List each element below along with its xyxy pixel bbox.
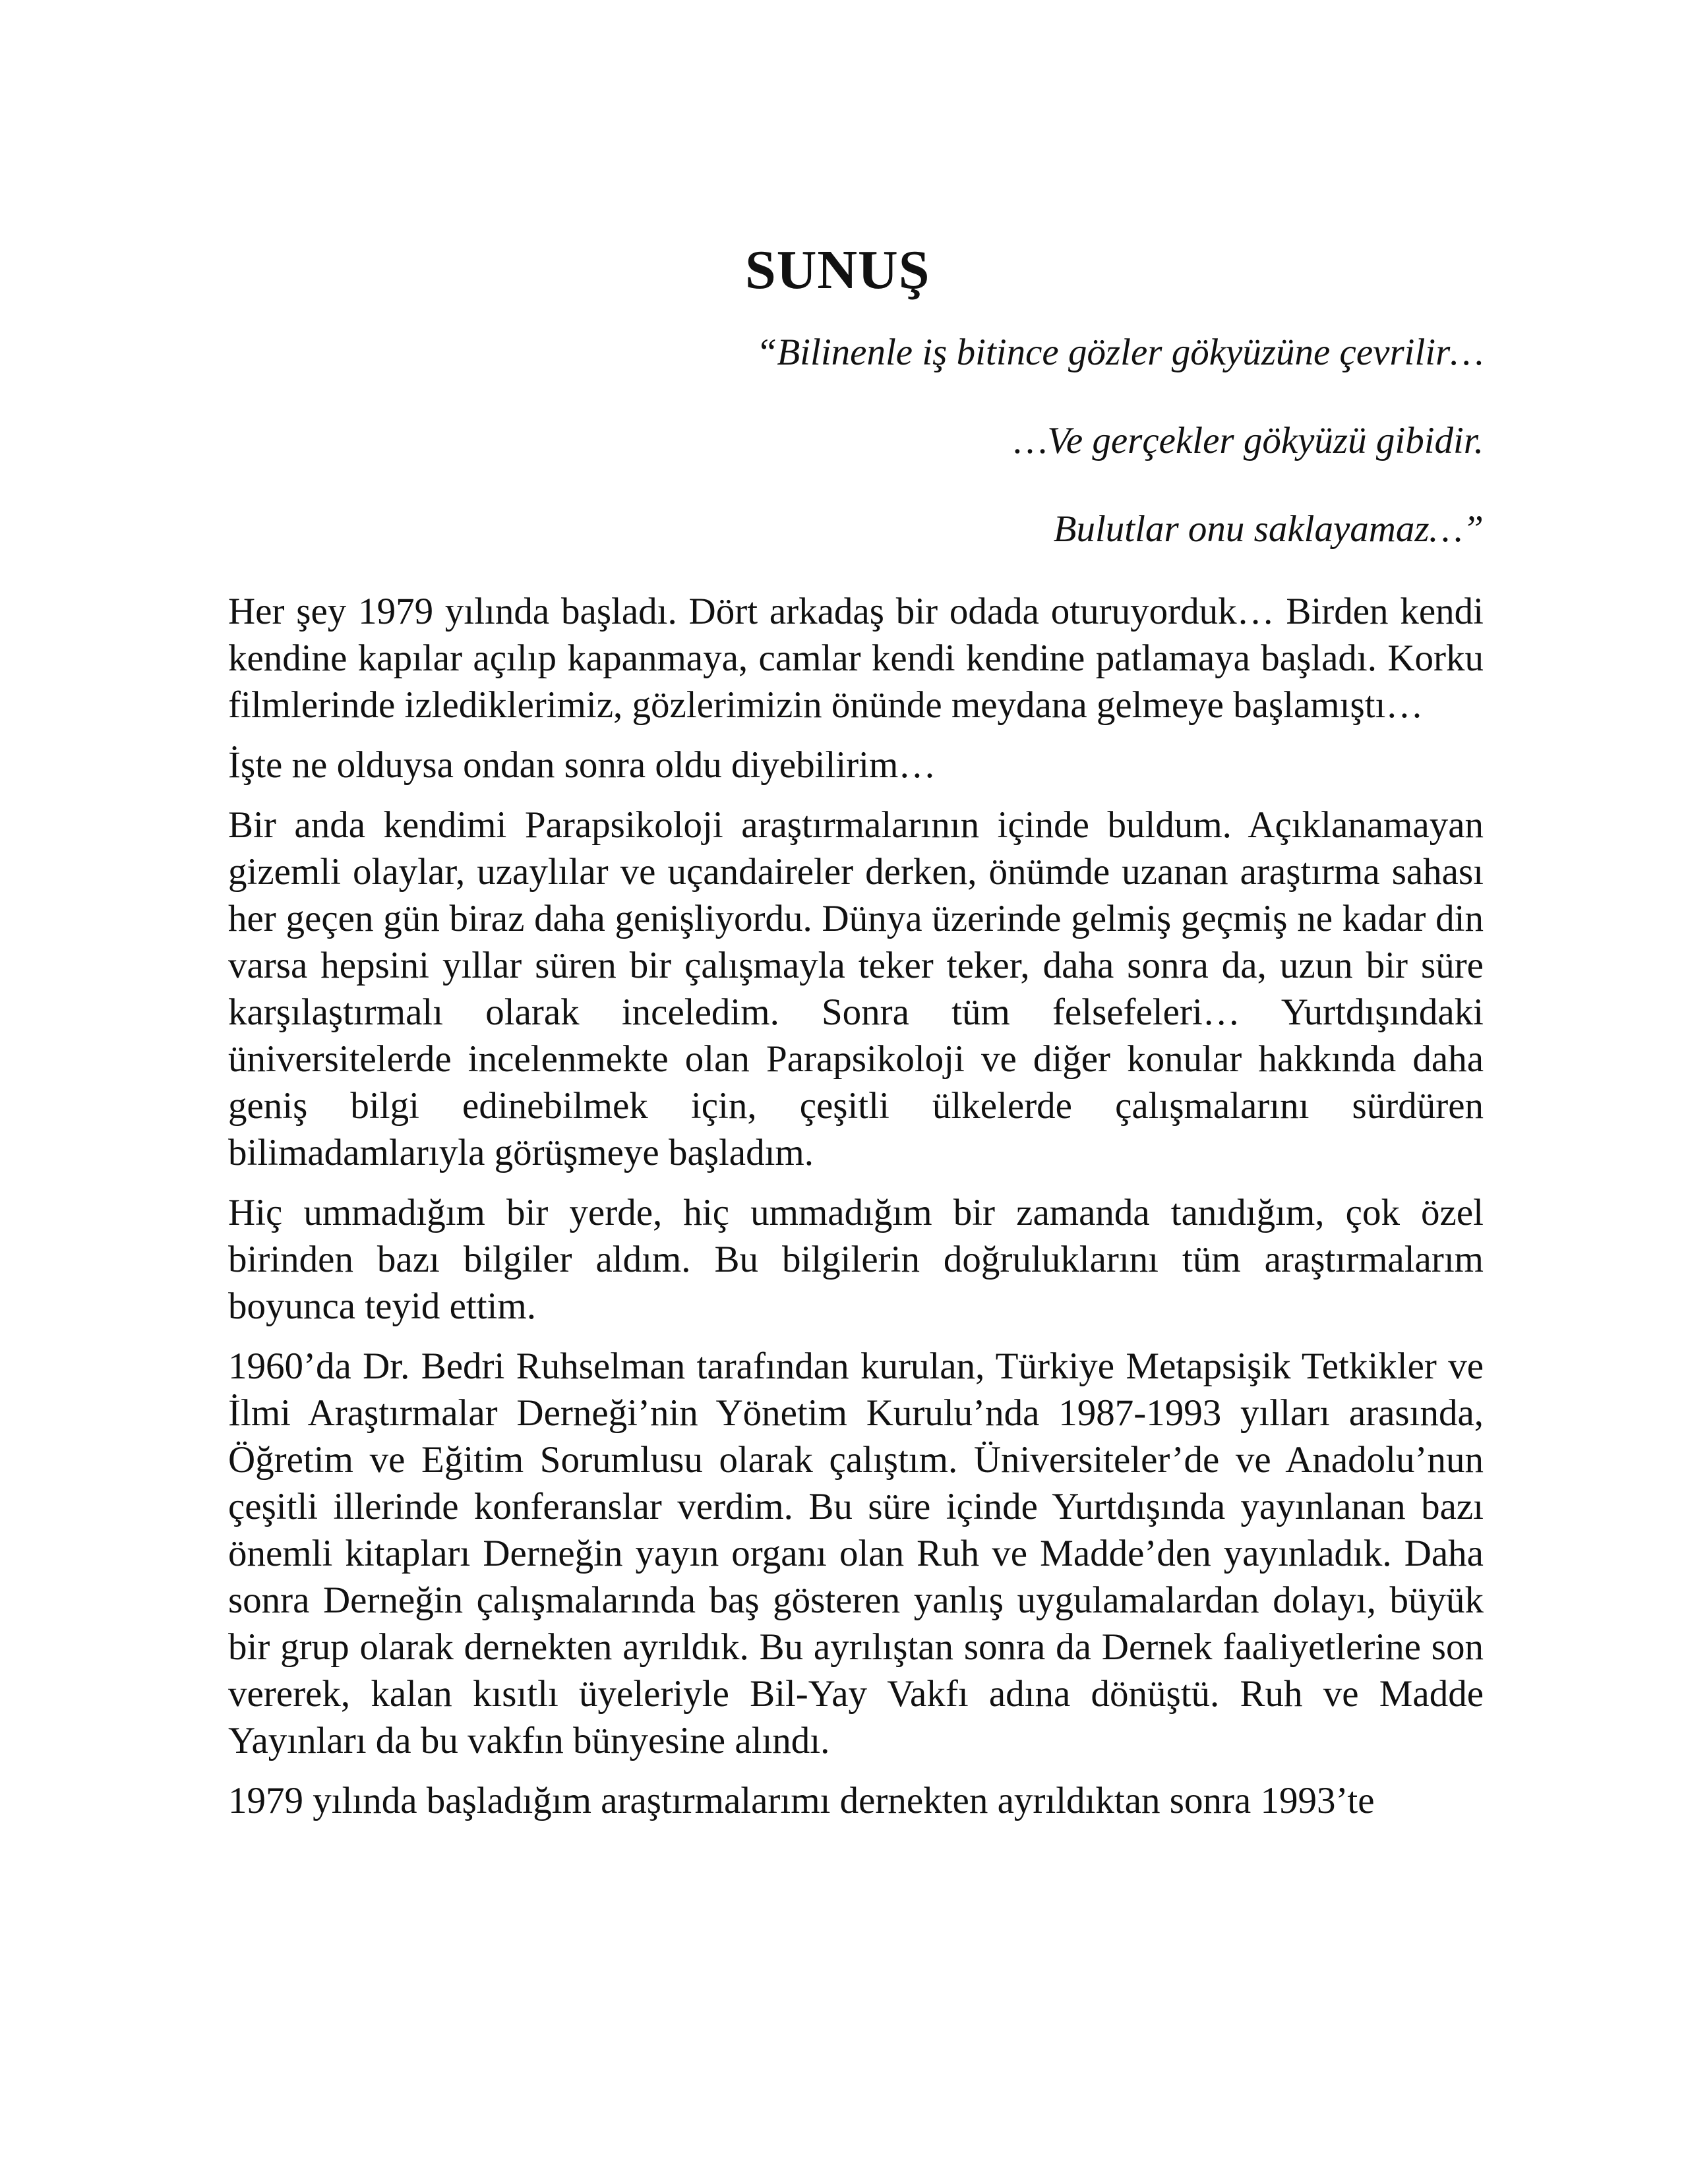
paragraph: Bir anda kendimi Parapsikoloji araştırmalarının içinde buldum. Açıklanamayan gizemli olaylar, uzaylılar ve uçandaireler derken, önümde uzanan araştırma sahası her geçen gün biraz daha genişliyordu. Dünya üzerinde gelmiş geçmiş ne kadar din varsa hepsini yıllar süren bir çalışmayla teker teker, daha sonra da, uzun bir süre karşılaştırmalı olarak inceledim. Sonra tüm felsefeleri… Yurtdışındaki üniversitelerde incelenmekte olan Parapsikoloji ve diğer konular hakkında daha geniş bilgi edinebilmek için, çeşitli ülkelerde çalışmalarını sürdüren bilimadamlarıyla görüşmeye başladım. [228, 804, 1484, 1173]
epigraph-line: “Bilinenle iş bitince gözler gökyüzüne çevrilir… [756, 332, 1484, 373]
document-page [228, 237, 1484, 1837]
paragraph: 1979 yılında başladığım araştırmalarımı dernekten ayrıldıktan sonra 1993’te [228, 1780, 1375, 1821]
body-text [228, 588, 1484, 1824]
epigraph-line: Bulutlar onu saklayamaz…” [1053, 508, 1484, 550]
page-title: SUNUŞ [745, 239, 930, 301]
paragraph: 1960’da Dr. Bedri Ruhselman tarafından kurulan, Türkiye Metapsişik Tetkikler ve İlmi Araştırmalar Derneği’nin Yönetim Kurulu’nda 1987-1993 yılları arasında, Öğretim ve Eğitim Sorumlusu olarak çalıştım. Üniversiteler’de ve Anadolu’nun çeşitli illerinde konferanslar verdim. Bu süre içinde Yurtdışında yayınlanan bazı önemli kitapları Derneğin yayın organı olan Ruh ve Madde’den yayınladık. Daha sonra Derneğin çalışmalarında baş gösteren yanlış uygulamalardan dolayı, büyük bir grup olarak dernekten ayrıldık. Bu ayrılıştan sonra da Dernek faaliyetlerine son vererek, kalan kısıtlı üyeleriyle Bil-Yay Vakfı adına dönüştü. Ruh ve Madde Yayınları da bu vakfın bünyesine alındı. [228, 1345, 1484, 1761]
paragraph: Her şey 1979 yılında başladı. Dört arkadaş bir odada oturuyorduk… Birden kendi kendine kapılar açılıp kapanmaya, camlar kendi kendine patlamaya başladı. Korku filmlerinde izlediklerimiz, gözlerimizin önünde meydana gelmeye başlamıştı… [228, 591, 1484, 726]
epigraph-line: …Ve gerçekler gökyüzü gibidir. [1013, 420, 1484, 461]
paragraph: Hiç ummadığım bir yerde, hiç ummadığım bir zamanda tanıdığım, çok özel birinden bazı bilgiler aldım. Bu bilgilerin doğruluklarını tüm araştırmalarım boyunca teyid ettim. [228, 1192, 1484, 1327]
epigraph [228, 330, 1484, 588]
paragraph: İşte ne olduysa ondan sonra oldu diyebilirim… [228, 744, 936, 786]
